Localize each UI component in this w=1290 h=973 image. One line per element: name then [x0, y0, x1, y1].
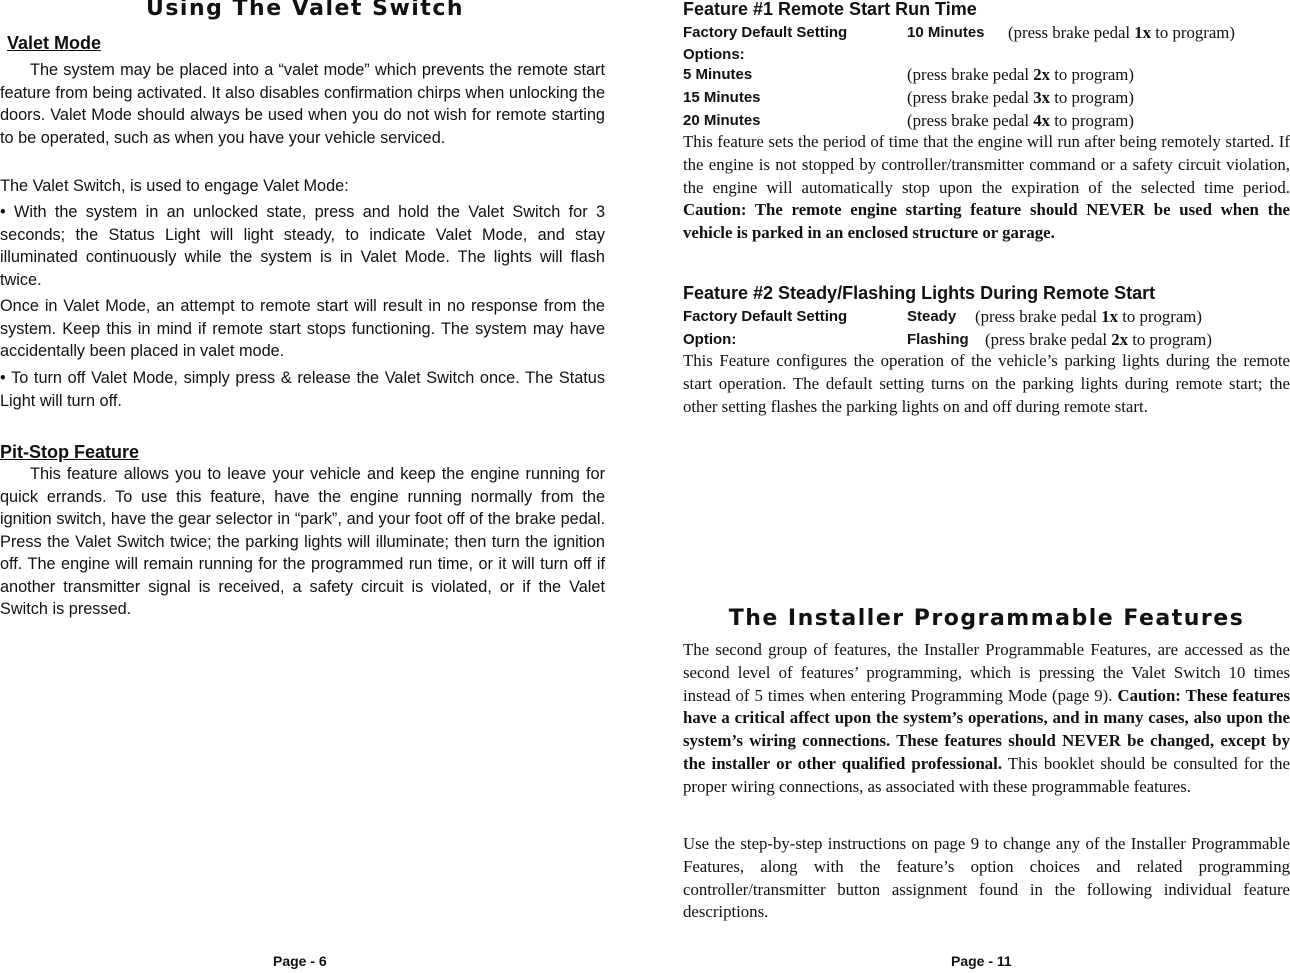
valet-mode-heading: Valet Mode — [7, 33, 102, 53]
caution-text: Caution: The remote engine starting feature should NEVER be used when the vehicle is parked in an enclosed structure or garage. — [683, 200, 1290, 243]
feature-2-default-row — [683, 306, 1290, 328]
feature-2-heading: Feature #2 Steady/Flashing Lights During Remote Start — [683, 283, 1156, 303]
row-count: 3x — [1033, 88, 1051, 107]
row-instruction: (press brake pedal — [907, 88, 1034, 107]
feature-1-heading: Feature #1 Remote Start Run Time — [683, 0, 977, 19]
row-value: 10 Minutes — [907, 24, 985, 41]
outro-text: This booklet should be consulted for the proper wiring connections, as associated with these programmable features. — [683, 753, 1290, 796]
installer-features-title: The Installer Programmable Features — [728, 606, 1245, 631]
page-number: Page - 11 — [951, 953, 1012, 969]
row-count: 2x — [1111, 330, 1129, 349]
valet-paragraph-5: • To turn off Valet Mode, simply press & release the Valet Switch once. The Status Light will turn off. — [0, 369, 605, 410]
row-instruction-end: to program) — [1050, 88, 1134, 107]
row-instruction: (press brake pedal — [1008, 23, 1135, 42]
row-instruction-end: to program) — [1128, 330, 1212, 349]
row-instruction: (press brake pedal — [985, 330, 1112, 349]
intro-text: The second group of features, the Installer Programmable Features, are accessed as the second level of features’ programming, which is pressing the Valet Switch 10 times instead of 5 times when entering Programming Mode (page 9). — [683, 640, 1290, 705]
row-label: Option: — [683, 331, 737, 348]
row-instruction: (press brake pedal — [907, 111, 1034, 130]
row-count: 1x — [1101, 307, 1119, 326]
row-count: 1x — [1134, 23, 1152, 42]
row-instruction-end: to program) — [1151, 23, 1235, 42]
page-number: Page - 6 — [273, 953, 327, 969]
feature-1-option-row — [683, 64, 1290, 86]
installer-paragraph-1 — [683, 639, 1290, 799]
pit-stop-paragraph: This feature allows you to leave your vehicle and keep the engine running for quick errands. To use this feature, have the engine running normally from the ignition switch, have the gear selector in “park”, and your foot off of the brake pedal. Press the Valet Switch twice; the parking lights will illuminate; then turn the ignition off. The engine will remain running for the programmed run time, or it will turn off if another transmitter signal is received, a safety circuit is violated, or if the Valet Switch is pressed. — [0, 465, 605, 618]
row-value: Flashing — [907, 331, 969, 348]
row-label: Options: — [683, 46, 745, 63]
row-instruction: (press brake pedal — [907, 65, 1034, 84]
row-instruction-end: to program) — [1050, 111, 1134, 130]
caution-text: Caution: These features have a critical affect upon the system’s operations, and in many cases, also upon the system’s wiring connections. These features should NEVER be changed, except by the installer or other qualified professional. — [683, 685, 1290, 773]
feature-1-option-row — [683, 110, 1290, 132]
row-count: 4x — [1033, 111, 1051, 130]
feature-1-default-row — [683, 22, 1290, 44]
row-label: Factory Default Setting — [683, 24, 848, 41]
valet-paragraph-3: • With the system in an unlocked state, press and hold the Valet Switch for 3 seconds; the Status Light will light steady, to indicate Valet Mode, and stay illuminated continuously while the system is in Valet Mode. The lights will flash twice. — [0, 203, 605, 289]
pit-stop-heading: Pit-Stop Feature — [0, 442, 140, 462]
row-value: Steady — [907, 308, 957, 325]
row-label: 5 Minutes — [683, 66, 753, 83]
description-text: This feature sets the period of time that the engine will run after being remotely started. If the engine is not stopped by controller/transmitter command or a safety circuit violation, the engine will automatically stop upon the expiration of the selected time period. — [683, 132, 1290, 197]
row-label: 15 Minutes — [683, 89, 761, 106]
feature-1-option-row — [683, 87, 1290, 109]
valet-paragraph-4: Once in Valet Mode, an attempt to remote start will result in no response from the system. Keep this in mind if remote start stops functioning. The system may have accidentally been placed in valet mode. — [0, 297, 605, 360]
feature-1-options-label — [683, 44, 1290, 66]
valet-paragraph-2: The Valet Switch, is used to engage Valet Mode: — [0, 177, 349, 195]
installer-paragraph-2: Use the step-by-step instructions on page 9 to change any of the Installer Programmable Features, along with the feature’s option choices and related programming controller/transmitter button assignment found in the following individual feature descriptions. — [683, 834, 1290, 922]
row-instruction-end: to program) — [1050, 65, 1134, 84]
feature-1-description — [683, 131, 1290, 245]
feature-2-option-row — [683, 329, 1290, 351]
section-title: Using The Valet Switch — [145, 0, 465, 21]
row-count: 2x — [1033, 65, 1051, 84]
row-instruction-end: to program) — [1118, 307, 1202, 326]
row-instruction: (press brake pedal — [975, 307, 1102, 326]
row-label: 20 Minutes — [683, 112, 761, 129]
row-label: Factory Default Setting — [683, 308, 848, 325]
feature-2-description: This Feature configures the operation of the vehicle’s parking lights during the remote start operation. The default setting turns on the parking lights during remote start; the other setting flashes the parking lights on and off during remote start. — [683, 351, 1290, 416]
valet-paragraph-1: The system may be placed into a “valet mode” which prevents the remote start feature from being activated. It also disables confirmation chirps when unlocking the doors. Valet Mode should always be used when you do not wish for remote starting to be operated, such as when you have your vehicle serviced. — [0, 61, 605, 147]
